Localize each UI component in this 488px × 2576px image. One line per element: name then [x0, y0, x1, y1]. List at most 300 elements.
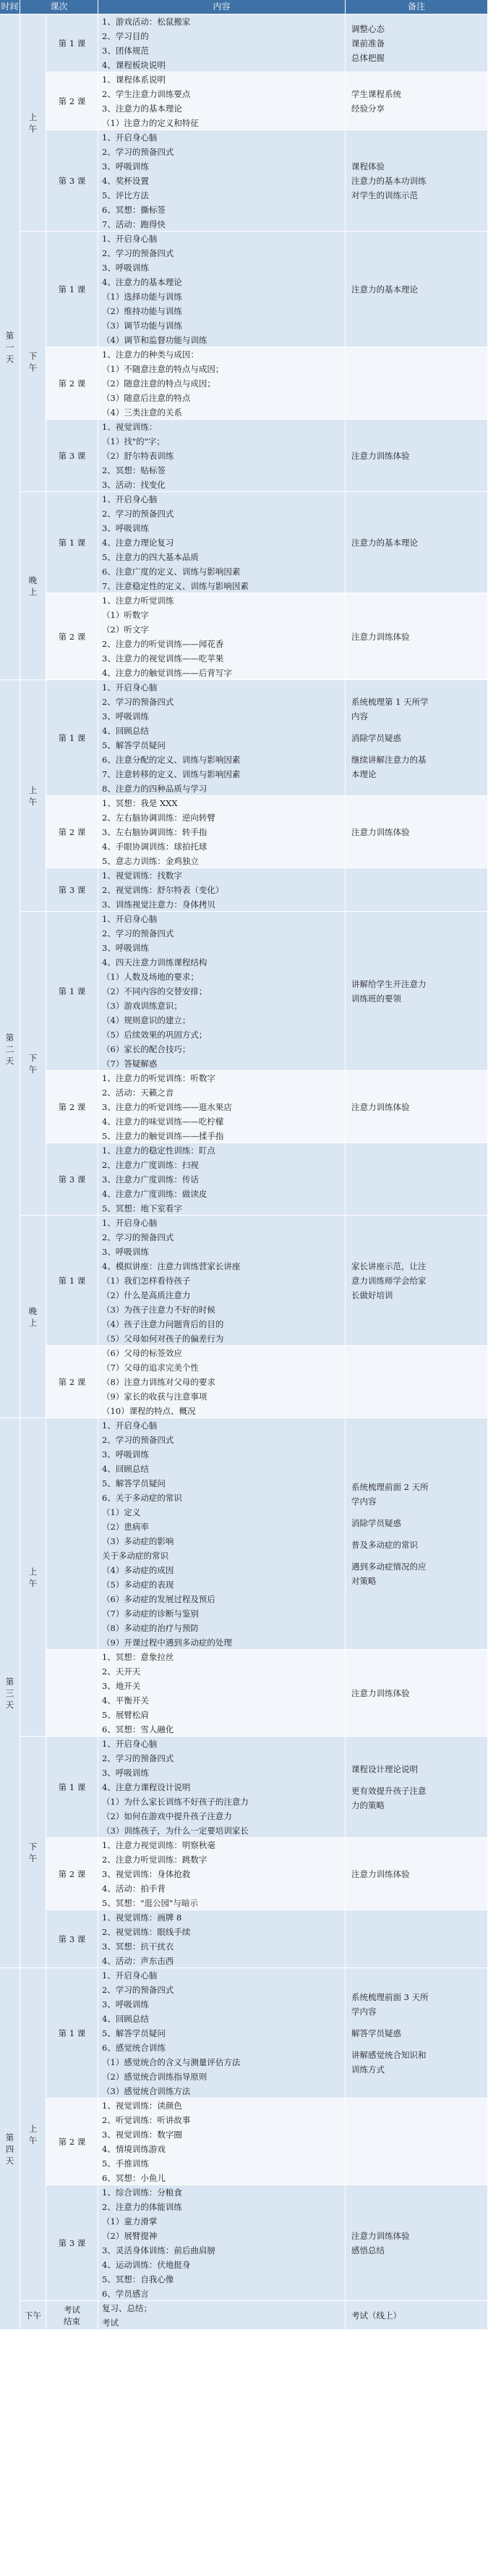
content-line: （4）调节和监督功能与训练	[102, 335, 207, 345]
content-line: 2、左右脑协调训练：逆向转臂	[102, 813, 215, 823]
content-line: 7、注意转移的定义、训练与影响因素	[102, 769, 241, 779]
remark-line: 学生课程系统	[351, 88, 401, 99]
content-line: 4、活动：拍手背	[102, 1884, 166, 1894]
content-line: 3、呼吸训练	[102, 1768, 149, 1778]
remark-line: 长做好培训	[351, 1289, 393, 1300]
lesson-label	[46, 1216, 98, 1346]
remark-line: 注意力的基本理论	[351, 537, 418, 548]
lesson-remark	[346, 1143, 488, 1216]
lesson-label	[46, 347, 98, 420]
content-line: 1、开启身心脑	[102, 1970, 158, 1980]
content-line: （1）定义	[102, 1507, 141, 1517]
content-line: 1、开启身心脑	[102, 494, 158, 504]
period-label-text: 下午	[25, 2310, 41, 2321]
remark-line: 注意力训练体验	[351, 1868, 410, 1879]
content-line: 6、学员感言	[102, 2289, 149, 2299]
header-content: 内容	[98, 0, 346, 14]
remark-line: 系统梳理前面 2 天所	[351, 1481, 429, 1492]
content-line: （6）父母的标签效应	[102, 1348, 182, 1358]
content-line: 2、视觉训练：舒尔特表（变化）	[102, 885, 224, 895]
content-line: 2、视觉训练：眼线手续	[102, 1927, 191, 1937]
day-label	[0, 14, 20, 680]
day-label-text: 第 一 天	[5, 330, 14, 364]
remark-line: 感悟总结	[351, 2245, 385, 2255]
lesson-label	[46, 130, 98, 232]
remark-line: 注意力训练体验	[351, 1687, 410, 1698]
remark-line: 消除学员疑惑	[351, 732, 401, 743]
content-line: 2、天开天	[102, 1666, 141, 1677]
lesson-label	[46, 420, 98, 492]
lesson-content	[98, 72, 346, 130]
content-line: 6、关于多动症的常识	[102, 1493, 182, 1503]
content-line: 3、训练视觉注意力：身体拷贝	[102, 899, 215, 910]
content-line: （2）随意注意的特点与成因；	[102, 378, 215, 389]
content-line: （3）游戏训练意识；	[102, 1001, 182, 1011]
lesson-label-text: 第 2 课	[58, 1376, 86, 1387]
content-line: 6、感觉统合训练	[102, 2043, 166, 2053]
lesson-content	[98, 1346, 346, 1418]
lesson-remark	[346, 1910, 488, 1968]
content-line: （8）注意力训练对父母的要求	[102, 1377, 215, 1387]
content-line: 3、注意力的基本理论	[102, 103, 182, 114]
lesson-content	[98, 796, 346, 868]
lesson-remark	[346, 2098, 488, 2185]
lesson-content	[98, 868, 346, 912]
content-line: 1、注意力的听觉训练：听数字	[102, 1073, 215, 1083]
period-label	[20, 1968, 46, 2301]
lesson-content	[98, 1737, 346, 1838]
period-label-text: 下 午	[28, 350, 38, 373]
lesson-remark	[346, 1650, 488, 1737]
content-line: 5、展臂松肩	[102, 1710, 149, 1720]
lesson-content	[98, 2301, 346, 2330]
remark-line: 系统梳理第 1 天所学	[351, 696, 429, 707]
content-line: 3、冥想：抗干扰衣	[102, 1941, 174, 1952]
day-label-text: 第 二 天	[5, 1032, 14, 1066]
content-line: （1）不随意注意的特点与成因；	[102, 364, 224, 374]
content-line: 3、呼吸训练	[102, 1247, 149, 1257]
content-line: 4、活动：声东击西	[102, 1956, 174, 1966]
content-line: 3、呼吸训练	[102, 1449, 149, 1459]
lesson-label	[46, 1346, 98, 1418]
content-line: 3、注意力的听觉训练——逛水果店	[102, 1102, 232, 1112]
content-line: 2、学习的预备四式	[102, 1985, 174, 1995]
remark-line: 消除学员疑惑	[351, 1517, 401, 1528]
period-label	[20, 14, 46, 232]
remark-line: 内容	[351, 711, 368, 721]
lesson-remark	[346, 492, 488, 593]
content-line: （9）开课过程中遇到多动症的处理	[102, 1637, 232, 1648]
content-line: 3、呼吸训练	[102, 523, 149, 533]
content-line: 2、学习的预备四式	[102, 1232, 174, 1242]
lesson-remark	[346, 1968, 488, 2098]
content-line: 2、注意力广度训练：扫视	[102, 1160, 199, 1170]
content-line: 6、冥想：撕标签	[102, 205, 166, 215]
remark-line: 注意力训练体验	[351, 826, 410, 837]
remark-line: 意力训练师学会给家	[351, 1275, 427, 1286]
lesson-remark	[346, 420, 488, 492]
remark-line: 注意力训练体验	[351, 1101, 410, 1112]
content-line: 2、注意力的体能训练	[102, 2202, 182, 2212]
lesson-label	[46, 680, 98, 796]
day-label	[0, 1418, 20, 1968]
lesson-label-text: 第 1 课	[58, 1781, 86, 1792]
content-line: 1、视觉训练：找数字	[102, 870, 182, 881]
remark-line	[351, 1530, 481, 1538]
content-line: （3）感觉统合训练方法	[102, 2086, 191, 2096]
lesson-label-text: 第 3 课	[58, 1933, 86, 1944]
lesson-content	[98, 1143, 346, 1216]
header-remark: 备注	[346, 0, 488, 14]
content-line: 4、注意力的基本理论	[102, 277, 182, 287]
content-line: 3、注意力广度训练：传话	[102, 1174, 199, 1185]
lesson-label	[46, 1071, 98, 1143]
content-line: （4）三类注意的关系	[102, 407, 182, 418]
content-line: 1、注意力听觉训练	[102, 596, 174, 606]
content-line: 2、注意力的听觉训练——闻花香	[102, 639, 224, 649]
content-line: 5、解答学员疑问	[102, 2028, 166, 2038]
lesson-label	[46, 796, 98, 868]
content-line: 1、视觉训练：读颜色	[102, 2101, 182, 2111]
content-line: （7）多动症的诊断与鉴别	[102, 1609, 199, 1619]
remark-line	[351, 1552, 481, 1559]
lesson-remark	[346, 593, 488, 680]
header-lesson: 课次	[20, 0, 98, 14]
lesson-label	[46, 1910, 98, 1968]
period-label	[20, 912, 46, 1216]
content-line: 1、开启身心脑	[102, 1218, 158, 1228]
lesson-remark	[346, 2301, 488, 2330]
lesson-remark	[346, 2185, 488, 2301]
content-line: （1）选择功能与训练	[102, 292, 182, 302]
remark-line: 总体把握	[351, 52, 385, 63]
remark-line: 课程设计理论说明	[351, 1763, 418, 1774]
lesson-label-text: 第 3 课	[58, 450, 86, 461]
content-line: （2）患病率	[102, 1522, 149, 1532]
lesson-label-text: 第 3 课	[58, 175, 86, 186]
content-line: （3）训练孩子，为什么一定要培训家长	[102, 1826, 249, 1836]
lesson-content	[98, 912, 346, 1071]
content-line: （2）如何在游戏中提升孩子注意力	[102, 1811, 232, 1821]
day-label-text: 第 三 天	[5, 1676, 14, 1710]
period-label-text: 上 午	[28, 784, 38, 807]
remark-line: 普及多动症的常识	[351, 1539, 418, 1550]
content-line: 2、学习的预备四式	[102, 248, 174, 258]
remark-line: 课前准备	[351, 38, 385, 48]
lesson-label	[46, 1838, 98, 1910]
content-line: 1、视觉训练：画牌 8	[102, 1912, 182, 1923]
period-label	[20, 2301, 46, 2330]
remark-line: 学内容	[351, 1496, 377, 1507]
lesson-content	[98, 1071, 346, 1143]
content-line: 3、地开关	[102, 1681, 141, 1691]
lesson-remark	[346, 347, 488, 420]
lesson-content	[98, 1838, 346, 1910]
lesson-content	[98, 680, 346, 796]
content-line: 2、学生注意力训练要点	[102, 89, 191, 99]
content-line: 5、评比方法	[102, 190, 149, 200]
period-label-text: 晚 上	[28, 1305, 38, 1328]
content-line: （1）人数及场地的要求；	[102, 972, 199, 982]
lesson-label	[46, 1737, 98, 1838]
content-line: 4、注意力理论复习	[102, 538, 174, 548]
content-line: 4、注意力的触觉训练——后背写字	[102, 668, 232, 678]
remark-line: 对学生的训练示范	[351, 190, 418, 200]
period-label-text: 下 午	[28, 1841, 38, 1863]
period-label	[20, 680, 46, 912]
lesson-remark	[346, 1071, 488, 1143]
content-line: （5）后续效果的巩固方式；	[102, 1030, 207, 1040]
lesson-content	[98, 14, 346, 72]
period-label-text: 上 午	[28, 1566, 38, 1588]
content-line: 5、冥想："逛公园"与暗示	[102, 1898, 198, 1908]
lesson-label	[46, 1143, 98, 1216]
lesson-content	[98, 1216, 346, 1346]
lesson-label-text: 第 1 课	[58, 986, 86, 996]
lesson-label	[46, 1968, 98, 2098]
day-label	[0, 1968, 20, 2330]
lesson-label-text: 第 1 课	[58, 537, 86, 548]
lesson-label-text: 第 2 课	[58, 2136, 86, 2147]
content-line: 1、冥想：我是 XXX	[102, 798, 178, 808]
lesson-label-text: 第 2 课	[58, 1101, 86, 1112]
content-line: 4、回顾总结	[102, 2014, 149, 2024]
lesson-label-text: 第 3 课	[58, 2237, 86, 2248]
lesson-label-text: 第 2 课	[58, 378, 86, 389]
content-line: 6、冥想：雪人融化	[102, 1724, 174, 1734]
content-line: （2）感觉统合训练指导原则	[102, 2072, 207, 2082]
content-line: 5、冥想：自我心像	[102, 2274, 174, 2284]
remark-line	[351, 2041, 481, 2048]
remark-line: 解答学员疑惑	[351, 2028, 401, 2038]
content-line: 6、冥想：小鱼儿	[102, 2173, 166, 2183]
content-line: 3、呼吸训练	[102, 943, 149, 953]
lesson-content	[98, 420, 346, 492]
content-line: 5、解答学员疑问	[102, 1478, 166, 1488]
remark-line: 力的策略	[351, 1800, 385, 1810]
content-line: 5、注意力的四大基本品质	[102, 552, 199, 562]
content-line: 6、注意广度的定义、训练与影响因素	[102, 567, 241, 577]
content-line: 2、学习目的	[102, 31, 149, 41]
content-line: 3、灵活身体训练：前后曲肩膀	[102, 2245, 215, 2255]
period-label	[20, 1216, 46, 1418]
content-line: 4、奖杯设置	[102, 176, 149, 186]
content-line: （4）规则意识的建立；	[102, 1015, 191, 1025]
remark-line: 注意力的基本功训练	[351, 175, 427, 186]
content-line: （2）不同内容的交替安排；	[102, 986, 207, 996]
lesson-label	[46, 1418, 98, 1650]
lesson-label	[46, 2301, 98, 2330]
content-line: 2、活动：天籁之音	[102, 1088, 174, 1098]
remark-line	[351, 1509, 481, 1516]
content-line: （1）听数字	[102, 610, 149, 620]
content-line: （1）为什么家长训练不好孩子的注意力	[102, 1797, 249, 1807]
content-line: （2）维持功能与训练	[102, 306, 182, 316]
content-line: 3、呼吸训练	[102, 161, 149, 171]
period-label	[20, 1737, 46, 1968]
remark-line: 更有效提升孩子注意	[351, 1785, 427, 1796]
content-line: 2、学习的预备四式	[102, 1435, 174, 1445]
content-line: （4）多动症的成因	[102, 1565, 174, 1575]
content-line: 2、学习的预备四式	[102, 509, 174, 519]
lesson-label-text: 第 1 课	[58, 732, 86, 743]
content-line: 1、开启身心脑	[102, 914, 158, 924]
content-line: 4、回顾总结	[102, 726, 149, 736]
lesson-label-text: 第 2 课	[58, 96, 86, 106]
lesson-remark	[346, 1216, 488, 1346]
content-line: 关于多动症的常识	[102, 1551, 168, 1561]
lesson-label	[46, 232, 98, 347]
lesson-label	[46, 868, 98, 912]
remark-line	[351, 745, 481, 753]
content-line: （2）舒尔特表训练	[102, 451, 174, 461]
content-line: 1、开启身心脑	[102, 1420, 158, 1431]
content-line: 考试	[102, 2318, 119, 2328]
content-line: 3、视觉训练：数字圈	[102, 2130, 182, 2140]
lesson-remark	[346, 14, 488, 72]
lesson-content	[98, 232, 346, 347]
lesson-label	[46, 72, 98, 130]
content-line: 5、注意力的触觉训练——揉手指	[102, 1131, 224, 1141]
lesson-label-text: 第 2 课	[58, 631, 86, 642]
remark-line: 对策略	[351, 1575, 377, 1586]
day-label-text: 第 四 天	[5, 2132, 14, 2166]
remark-line: 考试（线上）	[351, 2310, 401, 2321]
content-line: 1、开启身心脑	[102, 132, 158, 143]
remark-line: 注意力训练体验	[351, 2230, 410, 2241]
content-line: （8）多动症的治疗与预防	[102, 1623, 199, 1633]
content-line: 3、活动：找变化	[102, 480, 166, 490]
lesson-label	[46, 2098, 98, 2185]
content-line: （2）听文字	[102, 624, 149, 635]
content-line: 复习、总结；	[102, 2303, 152, 2313]
lesson-label-text: 考试 结束	[64, 2304, 80, 2326]
content-line: （1）注意力的定义和特征	[102, 118, 199, 128]
content-line: 4、课程板块说明	[102, 60, 166, 70]
remark-line: 本理论	[351, 768, 377, 779]
remark-line	[351, 1776, 481, 1784]
period-label-text: 上 午	[28, 111, 38, 134]
content-line: 1、视觉训练：	[102, 422, 158, 432]
lesson-content	[98, 1650, 346, 1737]
content-line: （6）家长的配合技巧；	[102, 1044, 191, 1054]
content-line: （2）展臂提神	[102, 2231, 158, 2241]
content-line: 5、冥想：地下室看字	[102, 1203, 182, 1213]
remark-line: 注意力训练体验	[351, 450, 410, 461]
lesson-label-text: 第 1 课	[58, 1275, 86, 1286]
content-line: 3、呼吸训练	[102, 263, 149, 273]
remark-line: 经验分享	[351, 103, 385, 114]
content-line: 1、综合训练：分粮食	[102, 2187, 182, 2198]
content-line: （6）多动症的发展过程及预后	[102, 1594, 215, 1604]
content-line: 1、冥想：意象拉丝	[102, 1652, 174, 1662]
period-label	[20, 1418, 46, 1737]
remark-line: 继续讲解注意力的基	[351, 754, 427, 765]
content-line: （5）多动症的表现	[102, 1580, 174, 1590]
content-line: 7、注意稳定性的定义、训练与影响因素	[102, 581, 249, 591]
content-line: （7）父母的追求完美个性	[102, 1363, 199, 1373]
content-line: 3、注意力的视觉训练——吃苹果	[102, 653, 224, 664]
content-line: 4、运动训练：伏地挺身	[102, 2260, 191, 2270]
content-line: （5）父母如何对孩子的偏差行为	[102, 1334, 224, 1344]
content-line: （3）为孩子注意力不好的时候	[102, 1305, 215, 1315]
content-line: （1）感觉统合的含义与测量评估方法	[102, 2057, 241, 2067]
content-line: 1、课程体系说明	[102, 75, 166, 85]
lesson-content	[98, 593, 346, 680]
content-line: 2、注意力听觉训练：跳数字	[102, 1855, 207, 1865]
content-line: 3、呼吸训练	[102, 1999, 149, 2009]
content-line: 4、平衡开关	[102, 1695, 149, 1706]
content-line: （1）我们怎样看待孩子	[102, 1276, 191, 1286]
lesson-remark	[346, 1737, 488, 1838]
lesson-content	[98, 1910, 346, 1968]
lesson-label	[46, 593, 98, 680]
content-line: （3）多动症的影响	[102, 1536, 174, 1546]
remark-line: 遇到多动症情况的应	[351, 1561, 427, 1572]
content-line: 1、开启身心脑	[102, 234, 158, 244]
remark-line: 训练方式	[351, 2064, 385, 2075]
period-label-text: 晚 上	[28, 575, 38, 597]
lesson-content	[98, 1418, 346, 1650]
content-line: 5、意志力训练：金鸡独立	[102, 856, 199, 866]
content-line: 8、注意力的四种品质与学习	[102, 784, 207, 794]
content-line: 4、模拟讲座：注意力训练营家长讲座	[102, 1261, 241, 1271]
lesson-remark	[346, 130, 488, 232]
content-line: 6、注意分配的定义、训练与影响因素	[102, 755, 241, 765]
content-line: （3）随意后注意的特点	[102, 393, 191, 403]
content-line: 1、开启身心脑	[102, 1739, 158, 1749]
lesson-label-text: 第 3 课	[58, 884, 86, 895]
content-line: 1、游戏活动：松鼠搬家	[102, 17, 191, 27]
lesson-label-text: 第 3 课	[58, 1174, 86, 1185]
lesson-remark	[346, 72, 488, 130]
content-line: 3、团体规范	[102, 46, 149, 56]
content-line: 3、左右脑协调训练：转手指	[102, 827, 207, 837]
content-line: 2、学习的预备四式	[102, 1753, 174, 1763]
lesson-label-text: 第 1 课	[58, 284, 86, 295]
lesson-label	[46, 912, 98, 1071]
period-label	[20, 232, 46, 492]
lesson-label	[46, 1650, 98, 1737]
remark-line: 家长讲座示范，让注	[351, 1261, 427, 1271]
lesson-remark	[346, 680, 488, 796]
header-time: 时间	[0, 0, 20, 14]
content-line: 3、视觉训练：身体抢救	[102, 1869, 191, 1879]
content-line: 2、冥想：贴标签	[102, 465, 166, 475]
day-label	[0, 680, 20, 1418]
lesson-remark	[346, 912, 488, 1071]
content-line: 4、注意力的味觉训练——吃柠檬	[102, 1117, 224, 1127]
remark-line: 系统梳理前面 3 天所	[351, 1991, 429, 2002]
lesson-label	[46, 2185, 98, 2301]
content-line: 1、注意力的稳定性训练：盯点	[102, 1145, 215, 1156]
content-line: 2、听觉训练：听讲故事	[102, 2115, 191, 2125]
content-line: 2、学习的预备四式	[102, 697, 174, 707]
lesson-label-text: 第 2 课	[58, 1868, 86, 1879]
remark-line: 学内容	[351, 2006, 377, 2017]
lesson-remark	[346, 1346, 488, 1418]
remark-line: 训练班的要领	[351, 993, 401, 1004]
content-line: 1、开启身心脑	[102, 682, 158, 692]
content-line: 1、注意力的种类与成因：	[102, 349, 199, 360]
lesson-label-text: 第 1 课	[58, 2028, 86, 2038]
content-line: （1）童力滑掌	[102, 2216, 158, 2227]
remark-line: 调整心态	[351, 23, 385, 34]
content-line: （2）什么是高质注意力	[102, 1290, 191, 1300]
content-line: （10）课程的特点、概况	[102, 1406, 196, 1416]
lesson-content	[98, 492, 346, 593]
content-line: （7）答疑解惑	[102, 1059, 158, 1069]
